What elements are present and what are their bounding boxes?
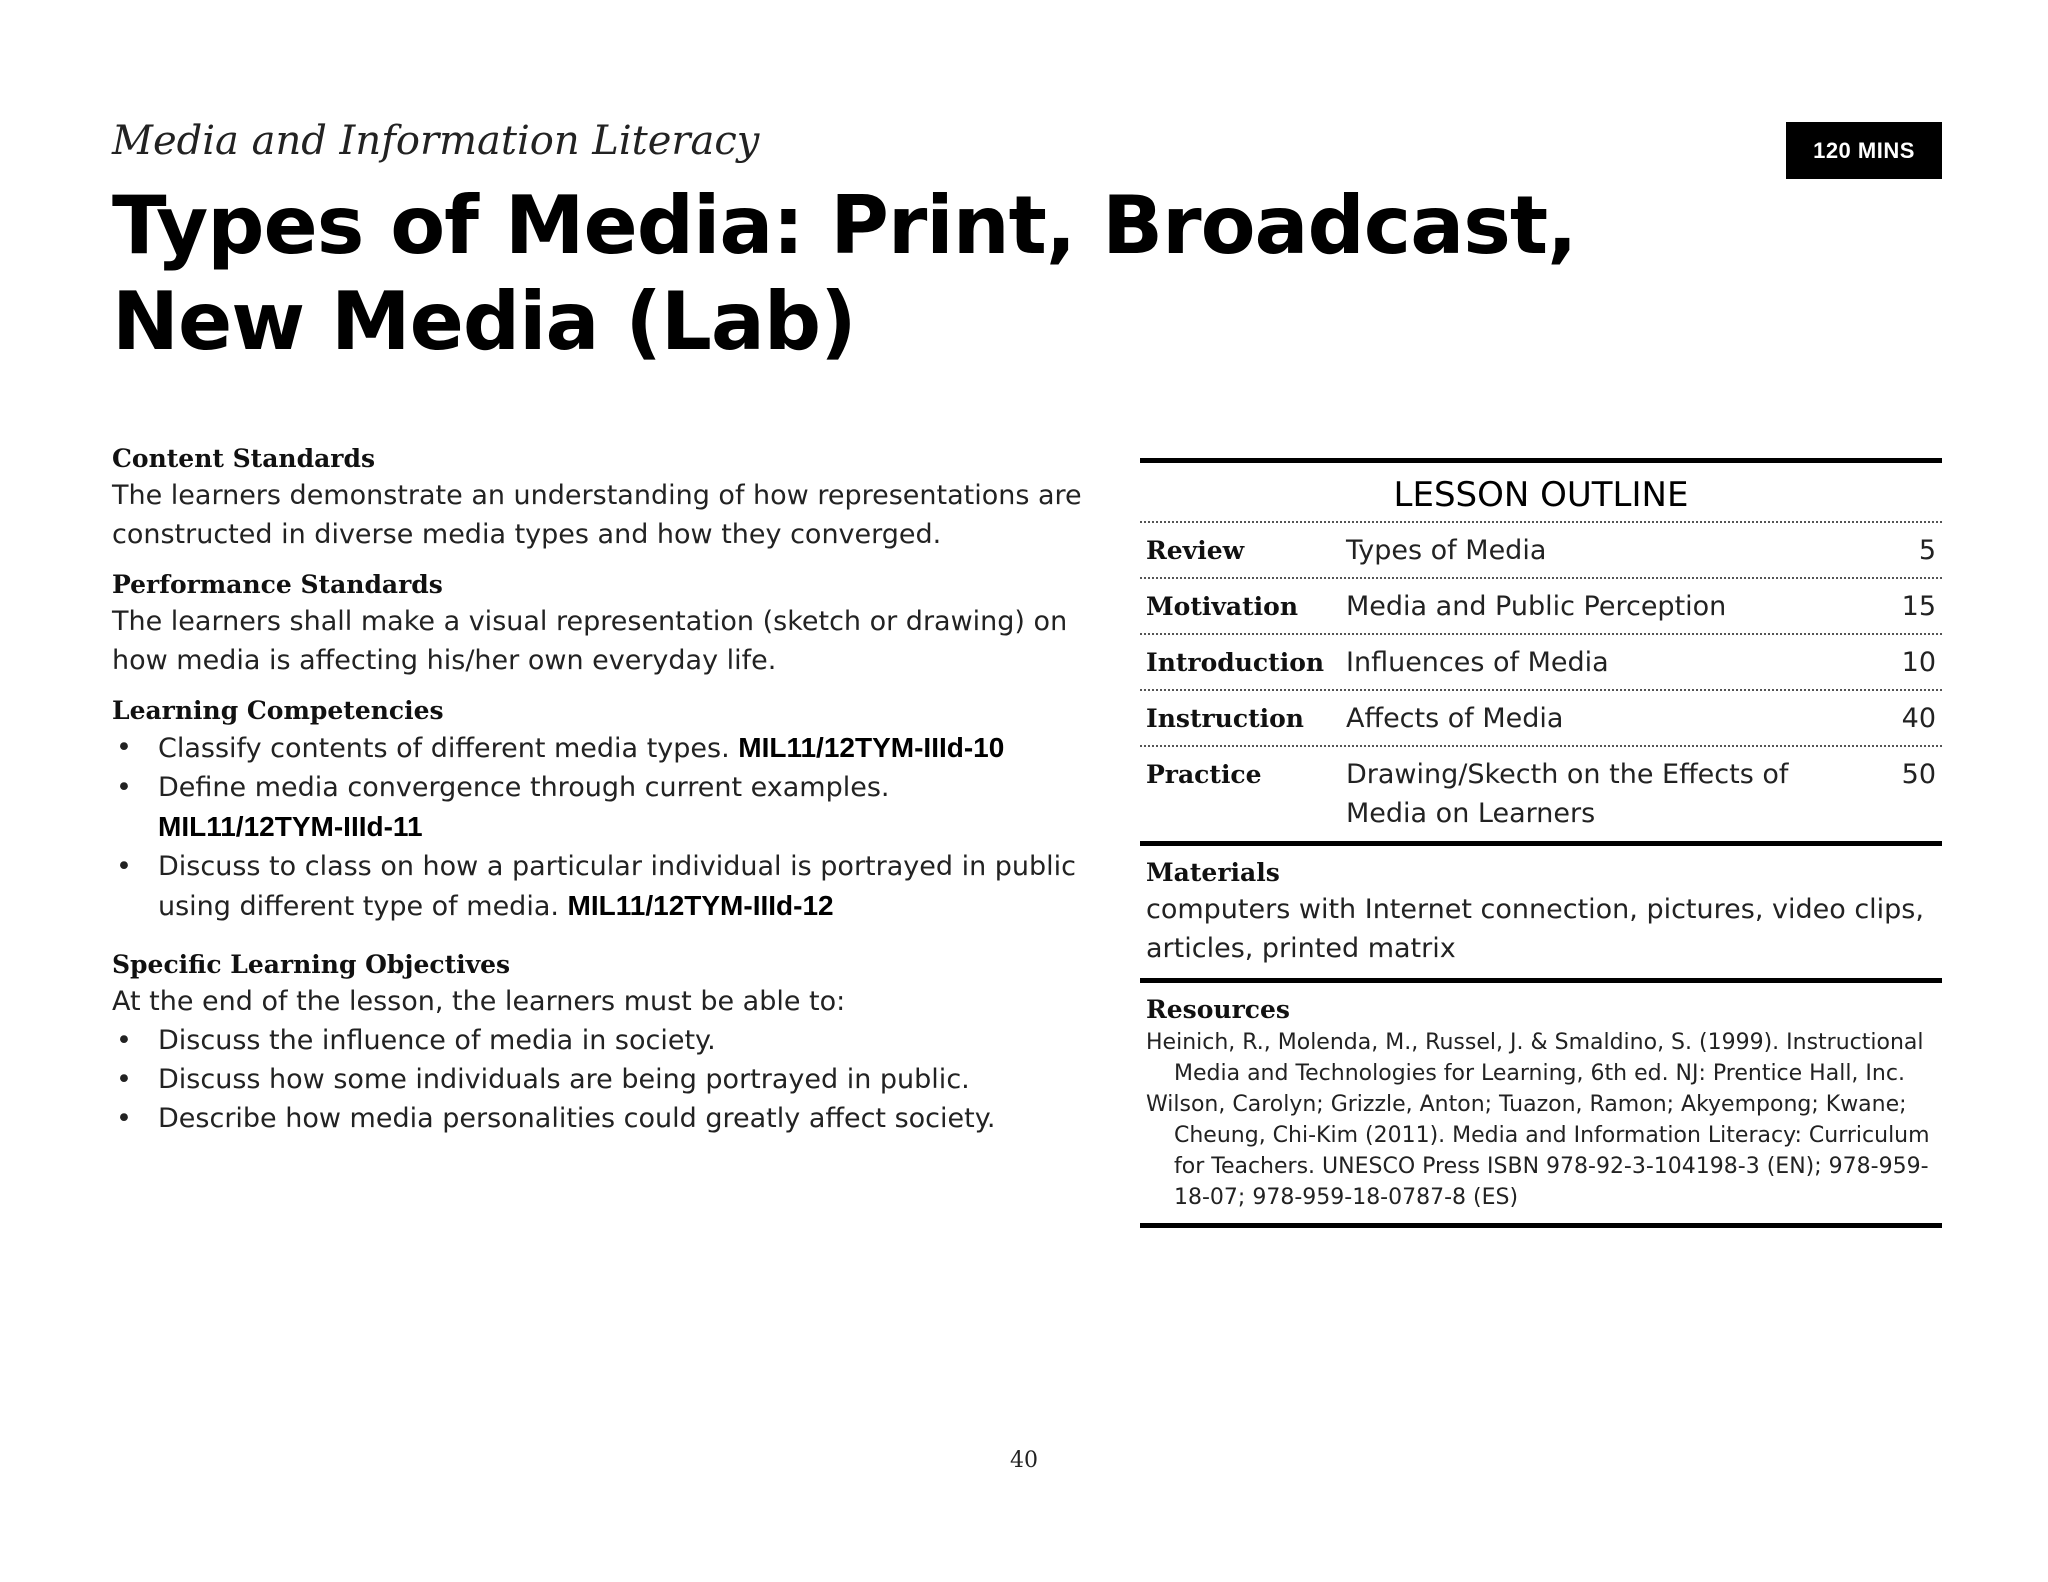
competency-text: Discuss to class on how a particular individual is portrayed in public using different type of media. xyxy=(158,851,1077,922)
competency-text: Classify contents of different media types. xyxy=(158,733,730,764)
objectives-heading: Specific Learning Objectives xyxy=(112,950,511,979)
list-item xyxy=(112,728,1112,768)
resource-reference: Heinich, R., Molenda, M., Russel, J. & Smaldino, S. (1999). Instructional Media and Technologies for Learning, 6th ed. NJ: Prentice Hall, Inc. xyxy=(1146,1030,1924,1086)
performance-standards-section xyxy=(112,568,1112,680)
page-number: 40 xyxy=(1010,1448,1038,1473)
list-item xyxy=(112,768,1112,847)
objective-text: Discuss the influence of media in society. xyxy=(158,1025,716,1056)
right-column xyxy=(1140,458,1942,1228)
competency-code: MIL11/12TYM-IIId-12 xyxy=(567,890,834,921)
objectives-section xyxy=(112,948,1112,1138)
table-row xyxy=(1140,523,1942,579)
outline-phase: Review xyxy=(1146,536,1245,565)
materials-text: computers with Internet connection, pictures, video clips, articles, printed matrix xyxy=(1146,894,1924,964)
content-standards-section xyxy=(112,442,1112,554)
bullet-icon: • xyxy=(116,732,132,763)
bullet-icon: • xyxy=(116,772,132,803)
outline-topic: Media and Public Perception xyxy=(1346,591,1727,622)
divider xyxy=(1140,1223,1942,1228)
outline-minutes: 50 xyxy=(1901,759,1936,790)
outline-topic: Types of Media xyxy=(1346,535,1547,566)
table-row xyxy=(1140,747,1942,841)
list-item xyxy=(112,847,1112,926)
learning-competencies-heading: Learning Competencies xyxy=(112,696,444,725)
lesson-outline-table xyxy=(1140,523,1942,841)
outline-phase: Instruction xyxy=(1146,704,1304,733)
outline-phase: Motivation xyxy=(1146,592,1299,621)
bullet-icon: • xyxy=(116,851,132,882)
performance-standards-heading: Performance Standards xyxy=(112,570,443,599)
objectives-list xyxy=(112,1021,1112,1138)
outline-minutes: 15 xyxy=(1901,591,1936,622)
outline-topic: Affects of Media xyxy=(1346,703,1564,734)
table-row xyxy=(1140,691,1942,747)
list-item xyxy=(112,1099,1112,1138)
outline-topic: Drawing/Skecth on the Effects of Media on Learners xyxy=(1346,759,1789,829)
competencies-list xyxy=(112,728,1112,926)
bullet-icon: • xyxy=(116,1103,132,1134)
bullet-icon: • xyxy=(116,1064,132,1095)
content-standards-heading: Content Standards xyxy=(112,444,376,473)
table-row xyxy=(1140,635,1942,691)
outline-minutes: 40 xyxy=(1901,703,1936,734)
table-row xyxy=(1140,579,1942,635)
objective-text: Describe how media personalities could greatly affect society. xyxy=(158,1103,996,1134)
competency-code: MIL11/12TYM-IIId-11 xyxy=(158,811,423,842)
resources-heading: Resources xyxy=(1146,995,1290,1024)
competency-text: Define media convergence through current examples. xyxy=(158,772,890,803)
learning-competencies-section xyxy=(112,694,1112,926)
duration-badge: 120 MINS xyxy=(1786,122,1942,179)
subject-title: Media and Information Literacy xyxy=(112,118,760,164)
performance-standards-text: The learners shall make a visual representation (sketch or drawing) on how media is affecting his/her own everyday life. xyxy=(112,606,1068,676)
resources-section xyxy=(1140,983,1942,1223)
outline-topic: Influences of Media xyxy=(1346,647,1609,678)
page-title: Types of Media: Print, Broadcast, New Media (Lab) xyxy=(112,179,1577,368)
outline-minutes: 5 xyxy=(1918,535,1936,566)
competency-code: MIL11/12TYM-IIId-10 xyxy=(738,732,1005,763)
list-item xyxy=(112,1021,1112,1060)
objectives-intro: At the end of the lesson, the learners must be able to: xyxy=(112,986,846,1017)
left-column xyxy=(112,442,1112,1152)
outline-phase: Practice xyxy=(1146,760,1262,789)
materials-section xyxy=(1140,846,1942,978)
outline-phase: Introduction xyxy=(1146,648,1325,677)
objective-text: Discuss how some individuals are being portrayed in public. xyxy=(158,1064,970,1095)
materials-heading: Materials xyxy=(1146,858,1280,887)
lesson-outline-title: LESSON OUTLINE xyxy=(1140,463,1942,523)
outline-minutes: 10 xyxy=(1901,647,1936,678)
list-item xyxy=(112,1060,1112,1099)
bullet-icon: • xyxy=(116,1025,132,1056)
content-standards-text: The learners demonstrate an understanding of how representations are constructed in diverse media types and how they converged. xyxy=(112,480,1082,550)
resource-reference: Wilson, Carolyn; Grizzle, Anton; Tuazon, Ramon; Akyempong; Kwane; Cheung, Chi-Kim (2011). Media and Information Literacy: Curriculum for Teachers. UNESCO Press ISBN 978-92-3-104198-3 (EN); 978-959-18-07; 978-959-18-0787-8 (ES) xyxy=(1146,1092,1930,1210)
